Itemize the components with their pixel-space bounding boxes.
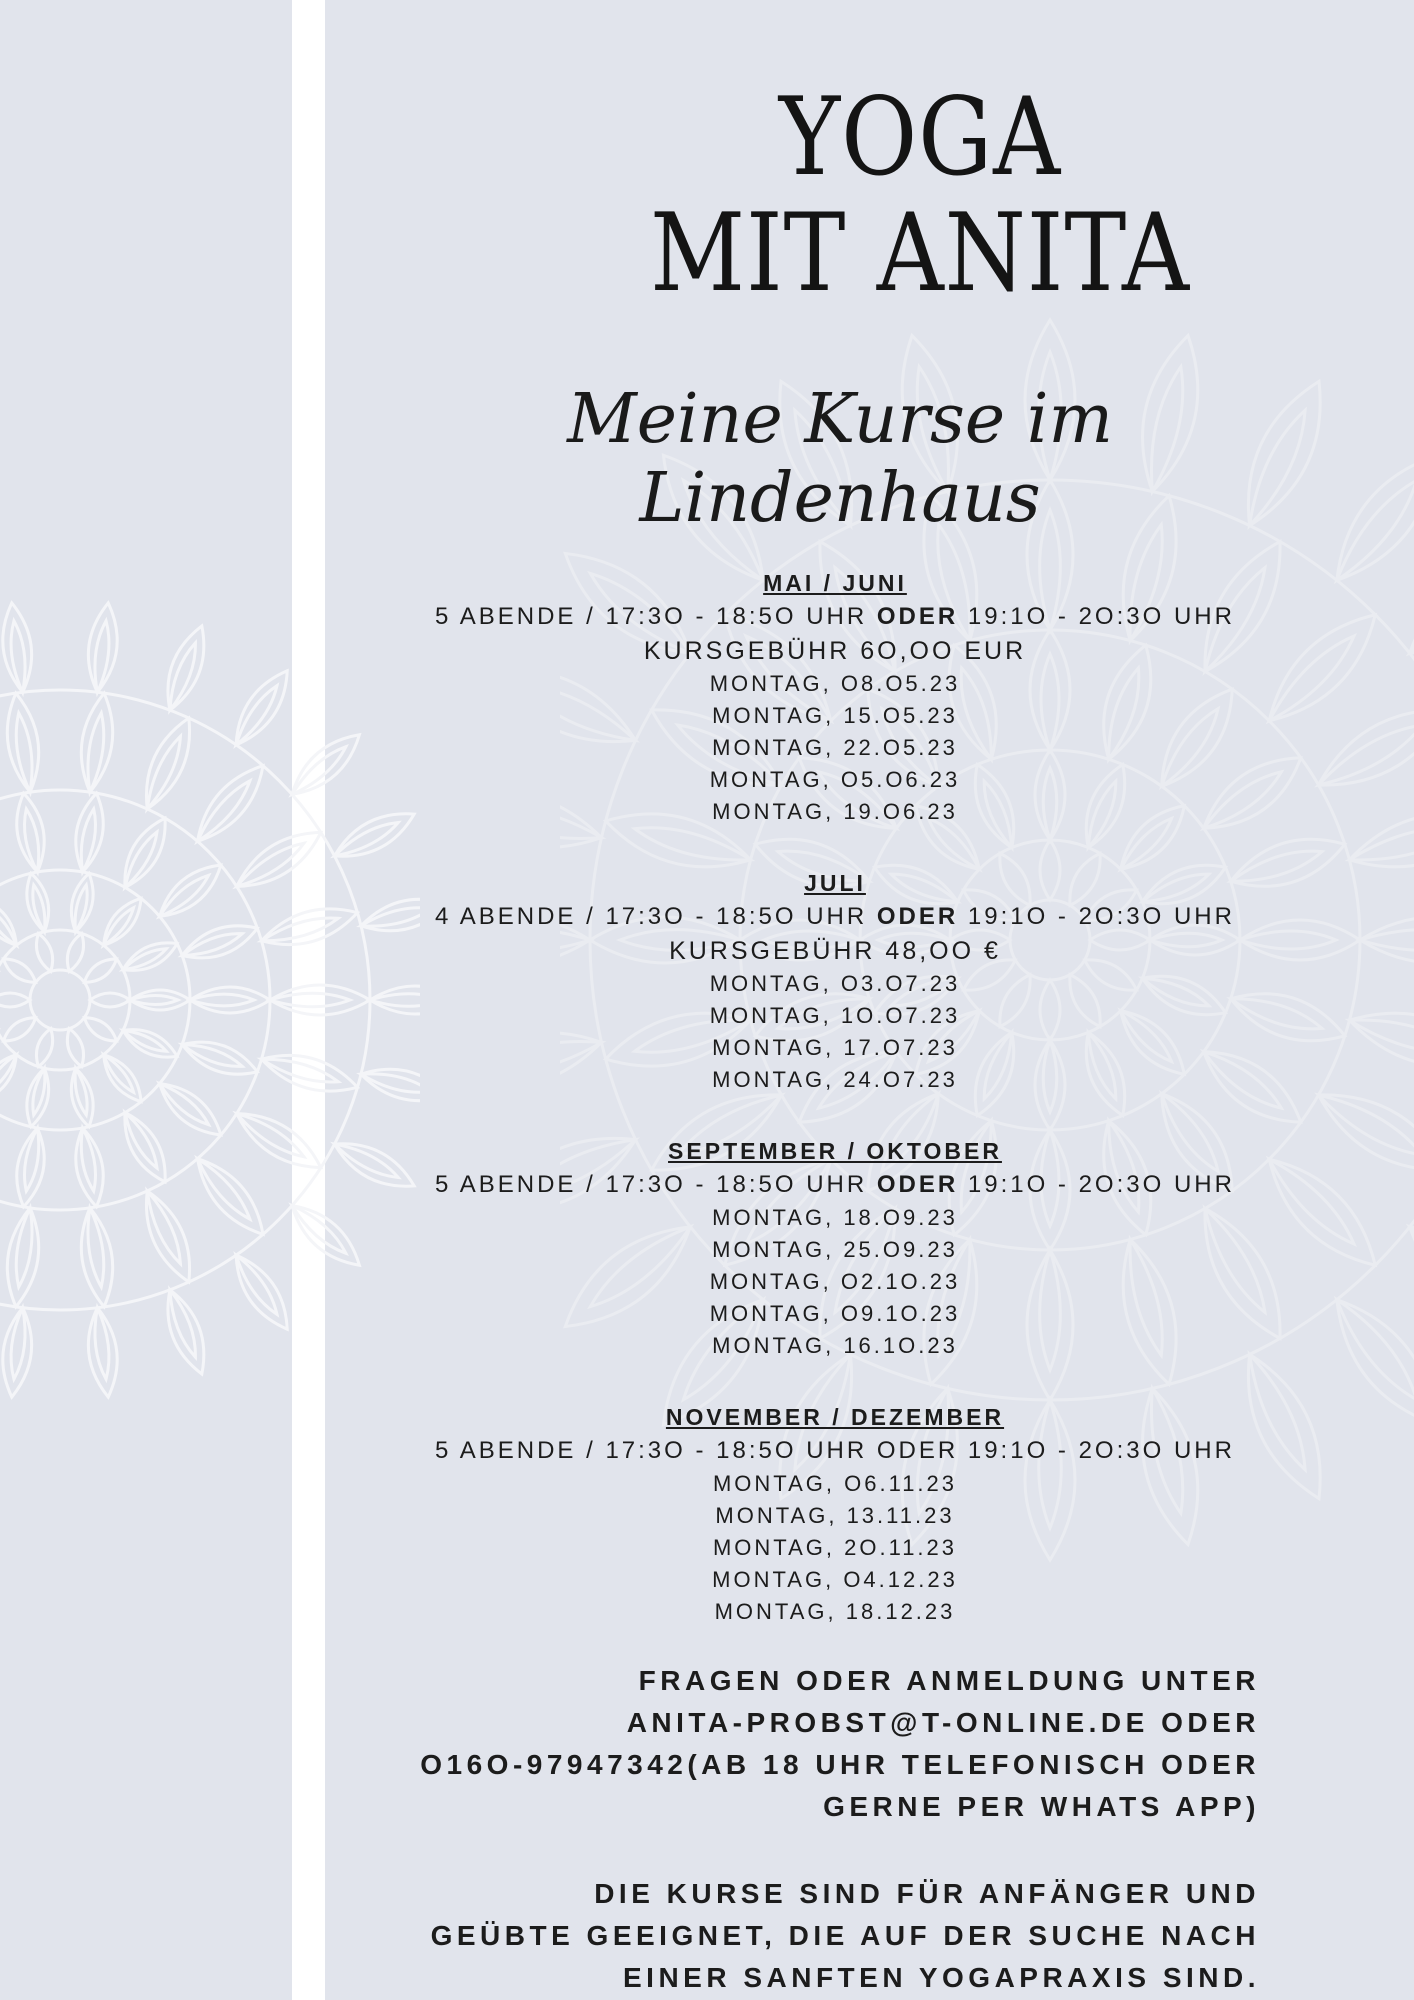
white-vertical-strip — [292, 0, 325, 2000]
course-date: MONTAG, 18.12.23 — [714, 1599, 956, 1624]
note-line: EINER SANFTEN YOGAPRAXIS SIND. — [622, 1962, 1260, 1993]
course-date: MONTAG, 2O.11.23 — [712, 1535, 958, 1560]
section-heading: SEPTEMBER / OKTOBER — [668, 1138, 1002, 1164]
course-date: MONTAG, O2.1O.23 — [709, 1269, 961, 1294]
course-date: MONTAG, O9.1O.23 — [709, 1301, 961, 1326]
session-times-part: 4 ABENDE / 17:3O - 18:5O UHR — [435, 903, 877, 930]
course-date: MONTAG, O8.O5.23 — [709, 671, 961, 696]
course-schedule — [330, 566, 1340, 1666]
title-line-2: MIT ANITA — [650, 191, 1190, 316]
session-times-part: 19:1O - 2O:3O UHR — [958, 603, 1235, 630]
contact-line: FRAGEN ODER ANMELDUNG UNTER — [638, 1665, 1260, 1696]
session-oder: ODER — [876, 603, 959, 630]
session-times-part: 5 ABENDE / 17:3O - 18:5O UHR — [435, 603, 877, 630]
course-date: MONTAG, O3.O7.23 — [709, 971, 961, 996]
session-oder: ODER — [876, 903, 959, 930]
session-times-part: 19:1O - 2O:3O UHR — [958, 1171, 1235, 1198]
session-times — [330, 900, 1340, 934]
session-times — [330, 600, 1340, 634]
contact-info — [360, 1660, 1260, 1828]
session-times-part: 19:1O - 2O:3O UHR — [958, 903, 1235, 930]
contact-line: GERNE PER WHATS APP) — [823, 1791, 1260, 1822]
course-fee: KURSGEBÜHR 6O,OO EUR — [643, 637, 1027, 665]
contact-email: ANITA-PROBST@T-ONLINE.DE ODER — [626, 1707, 1260, 1738]
course-date: MONTAG, 19.O6.23 — [712, 799, 958, 824]
section-heading: MAI / JUNI — [763, 570, 907, 596]
note-line: DIE KURSE SIND FÜR ANFÄNGER UND — [594, 1878, 1260, 1909]
course-date: MONTAG, O5.O6.23 — [709, 767, 961, 792]
course-date: MONTAG, O6.11.23 — [712, 1471, 958, 1496]
course-date: MONTAG, O4.12.23 — [712, 1567, 958, 1592]
section-heading: NOVEMBER / DEZEMBER — [665, 1404, 1005, 1430]
course-date: MONTAG, 24.O7.23 — [712, 1067, 958, 1092]
course-note — [360, 1873, 1260, 1999]
section-heading: JULI — [804, 870, 866, 896]
session-oder: ODER — [876, 1171, 959, 1198]
course-date: MONTAG, 16.1O.23 — [712, 1333, 958, 1358]
contact-phone: O16O-97947342(AB 18 UHR TELEFONISCH ODER — [420, 1749, 1260, 1780]
page-title — [520, 75, 1320, 316]
course-fee: KURSGEBÜHR 48,OO € — [669, 937, 1001, 965]
title-line-1: YOGA — [778, 75, 1062, 200]
subtitle: Meine Kurse im Lindenhaus — [567, 380, 1113, 538]
course-date: MONTAG, 18.O9.23 — [712, 1205, 958, 1230]
course-date: MONTAG, 22.O5.23 — [712, 735, 958, 760]
session-times: 5 ABENDE / 17:3O - 18:5O UHR ODER 19:1O - 2O:3O UHR — [435, 1437, 1235, 1464]
course-date: MONTAG, 1O.O7.23 — [709, 1003, 961, 1028]
course-date: MONTAG, 15.O5.23 — [712, 703, 958, 728]
schedule-section-juli — [330, 866, 1340, 1096]
session-times-part: 5 ABENDE / 17:3O - 18:5O UHR — [435, 1171, 877, 1198]
course-date: MONTAG, 17.O7.23 — [712, 1035, 958, 1060]
schedule-section-november-dezember — [330, 1400, 1340, 1628]
note-line: GEÜBTE GEEIGNET, DIE AUF DER SUCHE NACH — [430, 1920, 1260, 1951]
schedule-section-mai-juni — [330, 566, 1340, 828]
schedule-section-september-oktober — [330, 1134, 1340, 1362]
course-date: MONTAG, 25.O9.23 — [712, 1237, 958, 1262]
session-times — [330, 1168, 1340, 1202]
course-date: MONTAG, 13.11.23 — [715, 1503, 955, 1528]
